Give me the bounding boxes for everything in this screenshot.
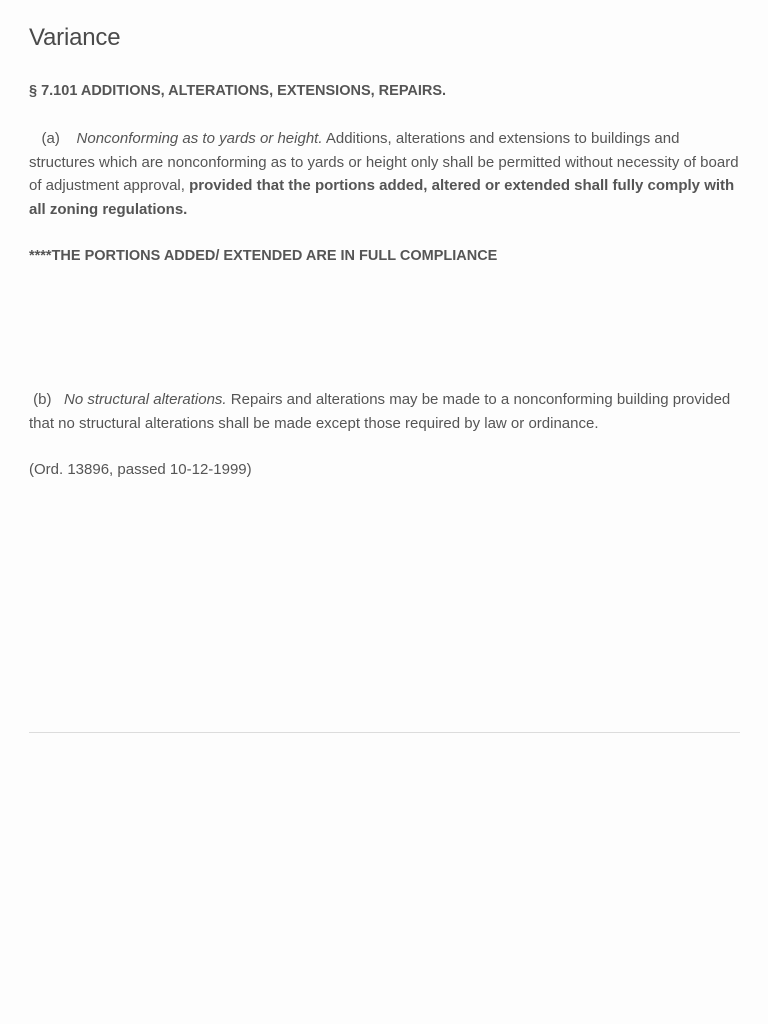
ordinance-reference: (Ord. 13896, passed 10-12-1999)	[29, 461, 252, 478]
page-title: Variance	[29, 24, 121, 51]
subsection-a-caption: Nonconforming as to yards or height.	[76, 130, 323, 147]
subsection-a	[29, 127, 741, 221]
subsection-b	[29, 388, 741, 435]
compliance-note: ****THE PORTIONS ADDED/ EXTENDED ARE IN FULL COMPLIANCE	[29, 248, 498, 264]
subsection-b-caption: No structural alterations.	[64, 391, 227, 408]
subsection-b-marker: (b)	[33, 391, 52, 408]
subsection-a-marker: (a)	[41, 130, 60, 147]
subsection-a-emphasis: provided that the portions added, altered or extended shall fully comply with all zoning regulations.	[29, 177, 735, 218]
section-heading: § 7.101 ADDITIONS, ALTERATIONS, EXTENSIONS, REPAIRS.	[29, 83, 447, 99]
subsection-a-body: Additions, alterations and extensions to buildings and structures which are nonconforming as to yards or height only shall be permitted without necessity of board of adjustment approval,	[29, 130, 739, 194]
divider	[29, 732, 740, 733]
subsection-b-body: Repairs and alterations may be made to a nonconforming building provided that no structural alterations shall be made except those required by law or ordinance.	[29, 391, 731, 432]
